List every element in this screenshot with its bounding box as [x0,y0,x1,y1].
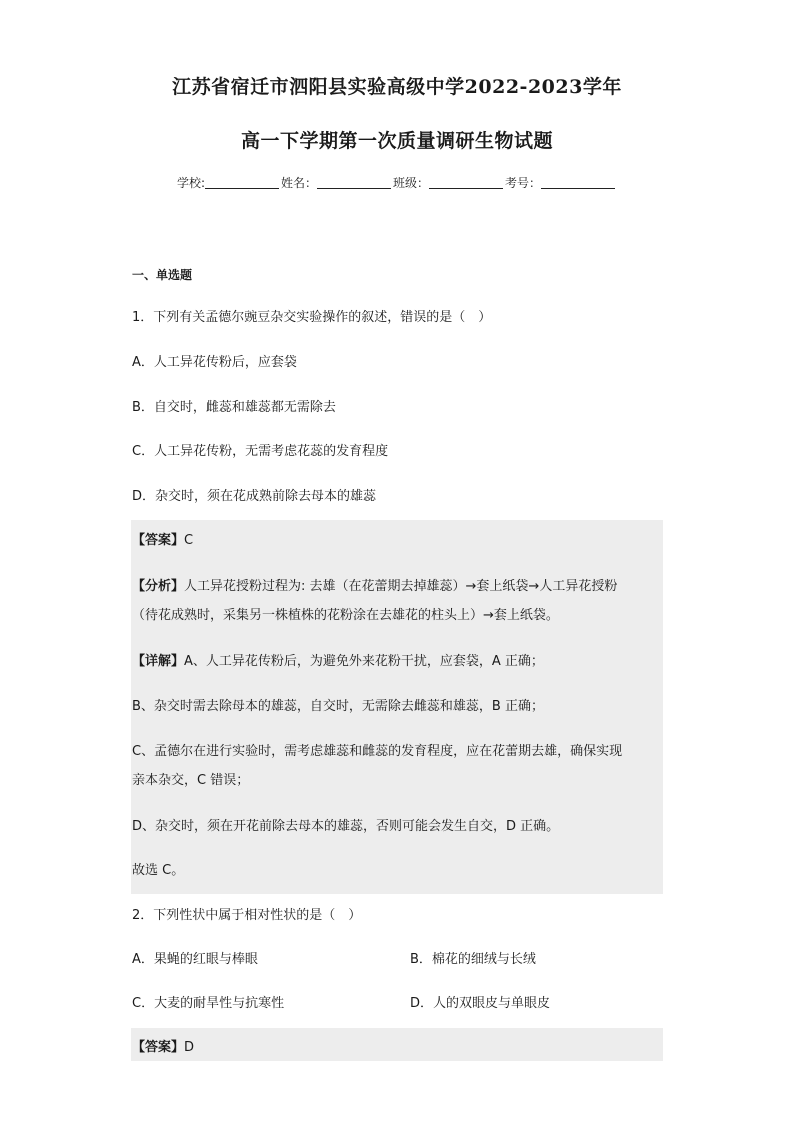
school-label: 学校: [176,176,205,190]
exam-number-label: 考号： [505,176,542,190]
name-label: 姓名： [281,176,318,190]
answer-value: C [184,533,194,548]
q2-option-a: A．果蝇的红眼与棒眼 [132,952,258,967]
q1-detail-c-line1: C、孟德尔在进行实验时，需考虑雄蕊和雌蕊的发育程度，应在花蕾期去雄，确保实现 [132,744,623,759]
q1-option-c: C．人工异花传粉，无需考虑花蕊的发育程度 [132,444,389,459]
exam-number-blank[interactable] [541,176,615,189]
detail-a-text: A、人工异花传粉后，为避免外来花粉干扰，应套袋，A 正确； [184,654,544,669]
answer-value: D [184,1040,195,1055]
name-blank[interactable] [317,176,391,189]
q1-option-b: B．自交时，雌蕊和雄蕊都无需除去 [132,400,336,415]
answer-tag: 【答案】 [132,533,185,548]
q1-answer [132,529,193,548]
q1-detail-a [132,650,544,669]
class-blank[interactable] [429,176,503,189]
question-1-stem: 1．下列有关孟德尔豌豆杂交实验操作的叙述，错误的是（ ） [132,310,492,325]
q1-analysis-line2: （待花成熟时，采集另一株植株的花粉涂在去雄花的柱头上）→套上纸袋。 [132,608,559,623]
q2-answer [132,1036,194,1055]
school-blank[interactable] [205,176,279,189]
q2-option-d: D．人的双眼皮与单眼皮 [410,996,551,1011]
q1-detail-b: B、杂交时需去除母本的雄蕊，自交时，无需除去雌蕊和雄蕊，B 正确； [132,699,544,714]
student-info-line [0,174,794,191]
question-2-stem: 2．下列性状中属于相对性状的是（ ） [132,908,362,923]
document-title-line1: 江苏省宿迁市泗阳县实验高级中学2022-2023学年 [172,76,622,98]
answer-tag: 【答案】 [132,1040,185,1055]
q1-option-a: A．人工异花传粉后，应套袋 [132,355,297,370]
document-title-line2: 高一下学期第一次质量调研生物试题 [240,130,553,152]
detail-tag: 【详解】 [132,654,185,669]
analysis-tag: 【分析】 [132,579,185,594]
class-label: 班级： [393,176,430,190]
q1-detail-d: D、杂交时，须在开花前除去母本的雄蕊，否则可能会发生自交，D 正确。 [132,819,560,834]
q1-conclusion: 故选 C。 [132,863,185,878]
q1-option-d: D．杂交时，须在花成熟前除去母本的雄蕊 [132,489,377,504]
q1-analysis-line1 [132,575,617,594]
q2-answer-block [131,1028,663,1061]
analysis-text: 人工异花授粉过程为: 去雄（在花蕾期去掉雄蕊）→套上纸袋→人工异花授粉 [184,579,618,594]
q2-option-b: B．棉花的细绒与长绒 [410,952,536,967]
q2-option-c: C．大麦的耐旱性与抗寒性 [132,996,285,1011]
section-title: 一、单选题 [132,268,193,282]
q1-detail-c-line2: 亲本杂交，C 错误； [132,773,250,788]
